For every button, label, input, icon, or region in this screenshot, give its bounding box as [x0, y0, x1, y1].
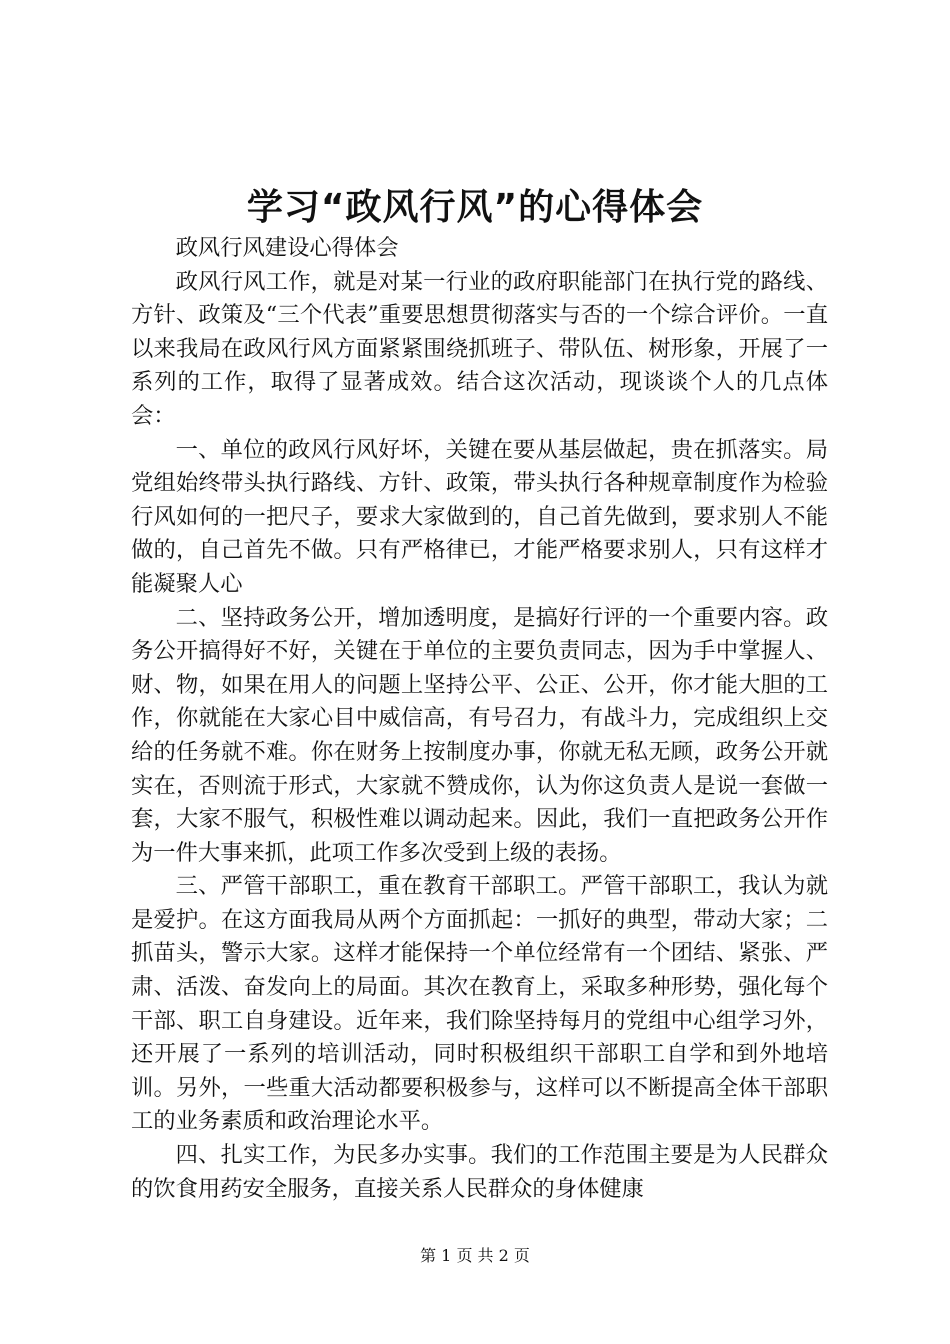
point-four-paragraph: 四、扎实工作，为民多办实事。我们的工作范围主要是为人民群众的饮食用药安全服务，直接关系人民群众的身体健康 — [131, 1142, 828, 1202]
document-title: 学习“政风行风”的心得体会 — [246, 187, 704, 228]
point-three-paragraph: 三、严管干部职工，重在教育干部职工。严管干部职工，我认为就是爱护。在这方面我局从两个方面抓起：一抓好的典型，带动大家；二抓苗头，警示大家。这样才能保持一个单位经常有一个团结、紧张、严肃、活泼、奋发向上的局面。其次在教育上，采取多种形势，强化每个干部、职工自身建设。近年来，我们除坚持每月的党组中心组学习外，还开展了一系列的培训活动，同时积极组织干部职工自学和到外地培训。另外，一些重大活动都要积极参与，这样可以不断提高全体干部职工的业务素质和政治理论水平。 — [131, 873, 828, 1135]
subtitle-paragraph: 政风行风建设心得体会 — [175, 235, 399, 261]
point-one-paragraph: 一、单位的政风行风好坏，关键在要从基层做起，贵在抓落实。局党组始终带头执行路线、方针、政策，带头执行各种规章制度作为检验行风如何的一把尺子，要求大家做到的，自己首先做到，要求别人不能做的，自己首先不做。只有严格律已，才能严格要求别人，只有这样才能凝聚人心 — [131, 436, 828, 597]
intro-paragraph: 政风行风工作，就是对某一行业的政府职能部门在执行党的路线、方针、政策及“三个代表”重要思想贯彻落实与否的一个综合评价。一直以来我局在政风行风方面紧紧围绕抓班子、带队伍、树形象，开展了一系列的工作，取得了显著成效。结合这次活动，现谈谈个人的几点体会： — [131, 268, 828, 429]
document-body — [131, 232, 828, 1206]
page-number-footer: 第 1 页 共 2 页 — [420, 1246, 530, 1265]
point-two-paragraph: 二、坚持政务公开，增加透明度，是搞好行评的一个重要内容。政务公开搞得好不好，关键在于单位的主要负责同志，因为手中掌握人、财、物，如果在用人的问题上坚持公平、公正、公开，你才能大胆的工作，你就能在大家心目中威信高，有号召力，有战斗力，完成组织上交给的任务就不难。你在财务上按制度办事，你就无私无顾，政务公开就实在，否则流于形式，大家就不赞成你，认为你这负责人是说一套做一套，大家不服气，积极性难以调动起来。因此，我们一直把政务公开作为一件大事来抓，此项工作多次受到上级的表扬。 — [131, 604, 828, 866]
